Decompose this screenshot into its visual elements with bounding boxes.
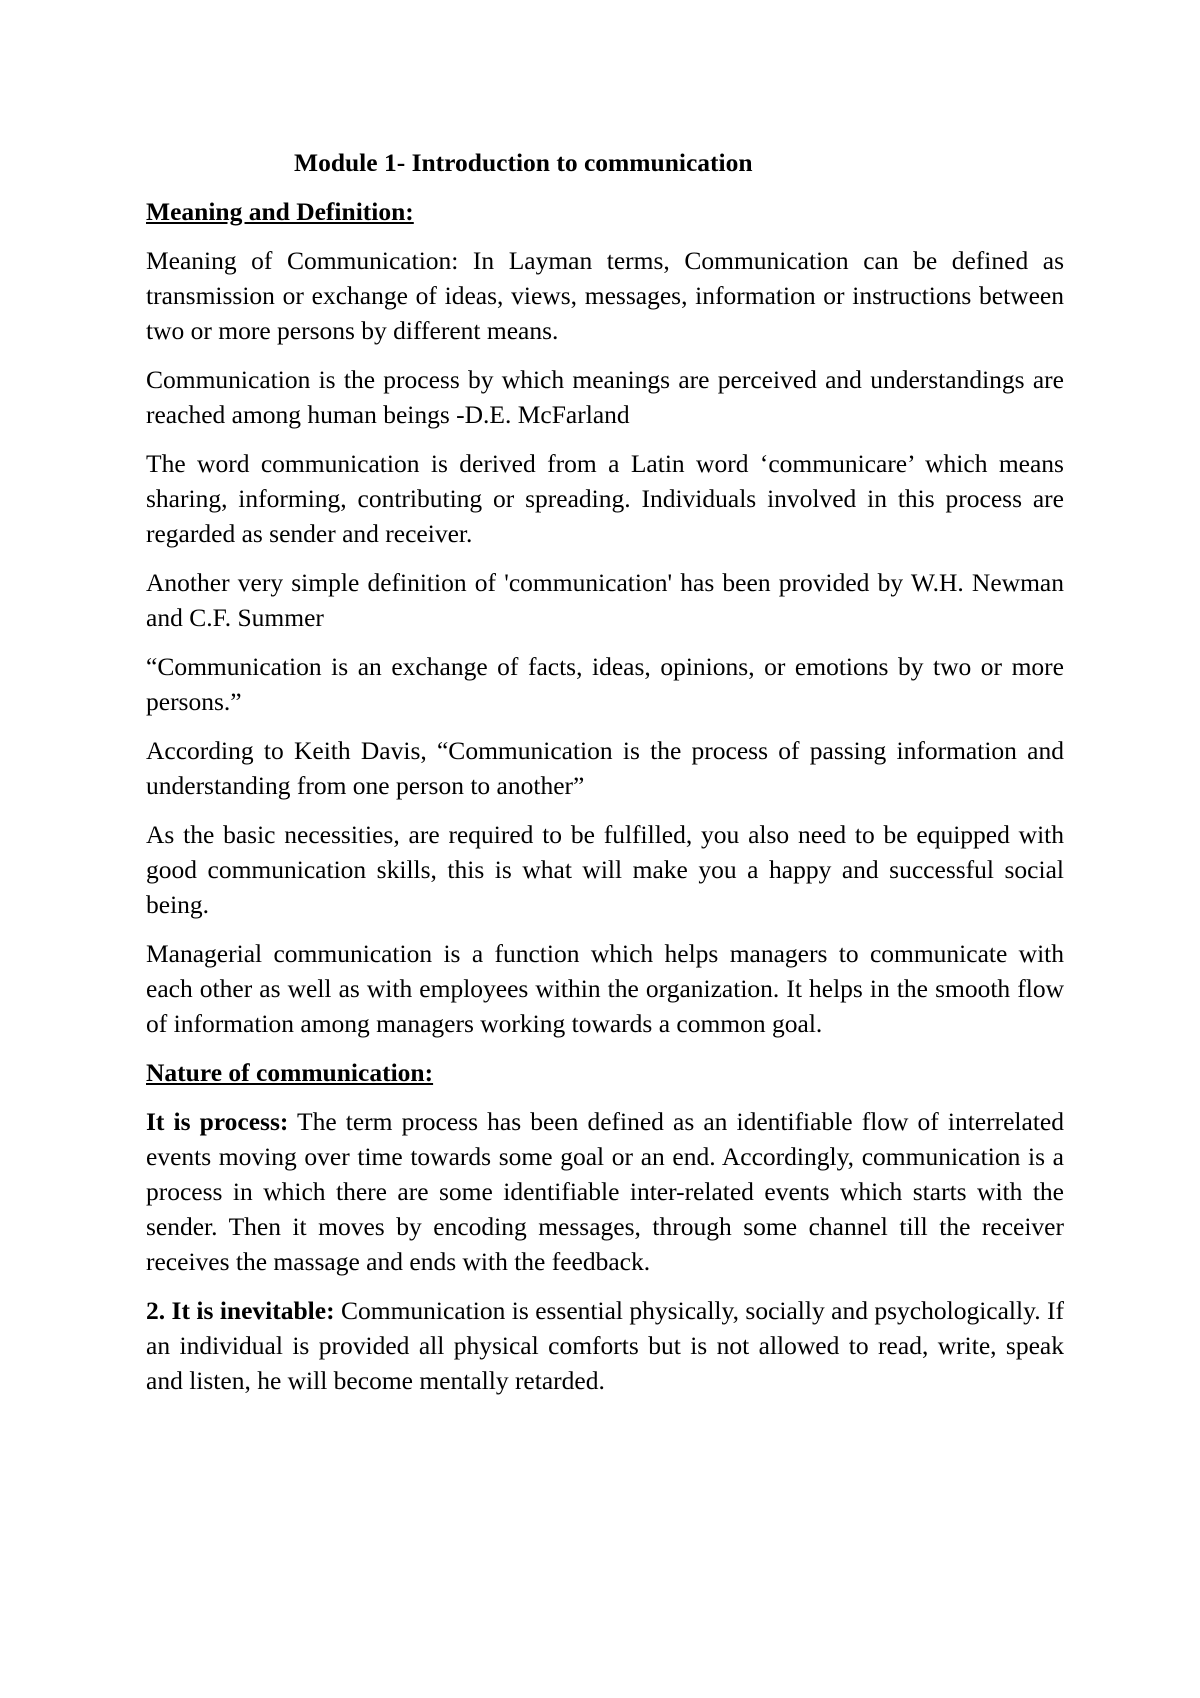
page-title: Module 1- Introduction to communication [294, 148, 753, 177]
point-text: Communication is essential physically, socially and psychologically. If an individual is provided all physical comforts but is not allowed to read, write, speak and listen, he will become mentally retarded. [146, 1296, 1064, 1395]
paragraph-mcfarland-definition: Communication is the process by which meanings are perceived and understandings are reached among human beings -D.E. McFarland [146, 365, 1064, 429]
point-lead: 2. It is inevitable: [146, 1296, 335, 1325]
section-heading-nature: Nature of communication: [146, 1058, 434, 1087]
section-heading-meaning: Meaning and Definition: [146, 197, 414, 226]
point-inevitable [146, 1293, 1064, 1398]
paragraph-keith-davis: According to Keith Davis, “Communication is the process of passing information and understanding from one person to another” [146, 736, 1064, 800]
paragraph-newman-quote: “Communication is an exchange of facts, ideas, opinions, or emotions by two or more persons.” [146, 652, 1064, 716]
point-process [146, 1104, 1064, 1279]
paragraph-meaning: Meaning of Communication: In Layman terms, Communication can be defined as transmission or exchange of ideas, views, messages, information or instructions between two or more persons by different means. [146, 246, 1064, 345]
document-page [146, 145, 1064, 1412]
point-text: The term process has been defined as an identifiable flow of interrelated events moving over time towards some goal or an end. Accordingly, communication is a process in which there are some identifiable inter-related events which starts with the sender. Then it moves by encoding messages, through some channel till the receiver receives the massage and ends with the feedback. [146, 1107, 1064, 1276]
paragraph-basic-necessities: As the basic necessities, are required to be fulfilled, you also need to be equipped with good communication skills, this is what will make you a happy and successful social being. [146, 820, 1064, 919]
paragraph-latin-origin: The word communication is derived from a Latin word ‘communicare’ which means sharing, informing, contributing or spreading. Individuals involved in this process are regarded as sender and receiver. [146, 449, 1064, 548]
paragraph-managerial-communication: Managerial communication is a function which helps managers to communicate with each other as well as with employees within the organization. It helps in the smooth flow of information among managers working towards a common goal. [146, 939, 1064, 1038]
paragraph-newman-intro: Another very simple definition of 'communication' has been provided by W.H. Newman and C.F. Summer [146, 568, 1064, 632]
point-lead: It is process: [146, 1107, 289, 1136]
